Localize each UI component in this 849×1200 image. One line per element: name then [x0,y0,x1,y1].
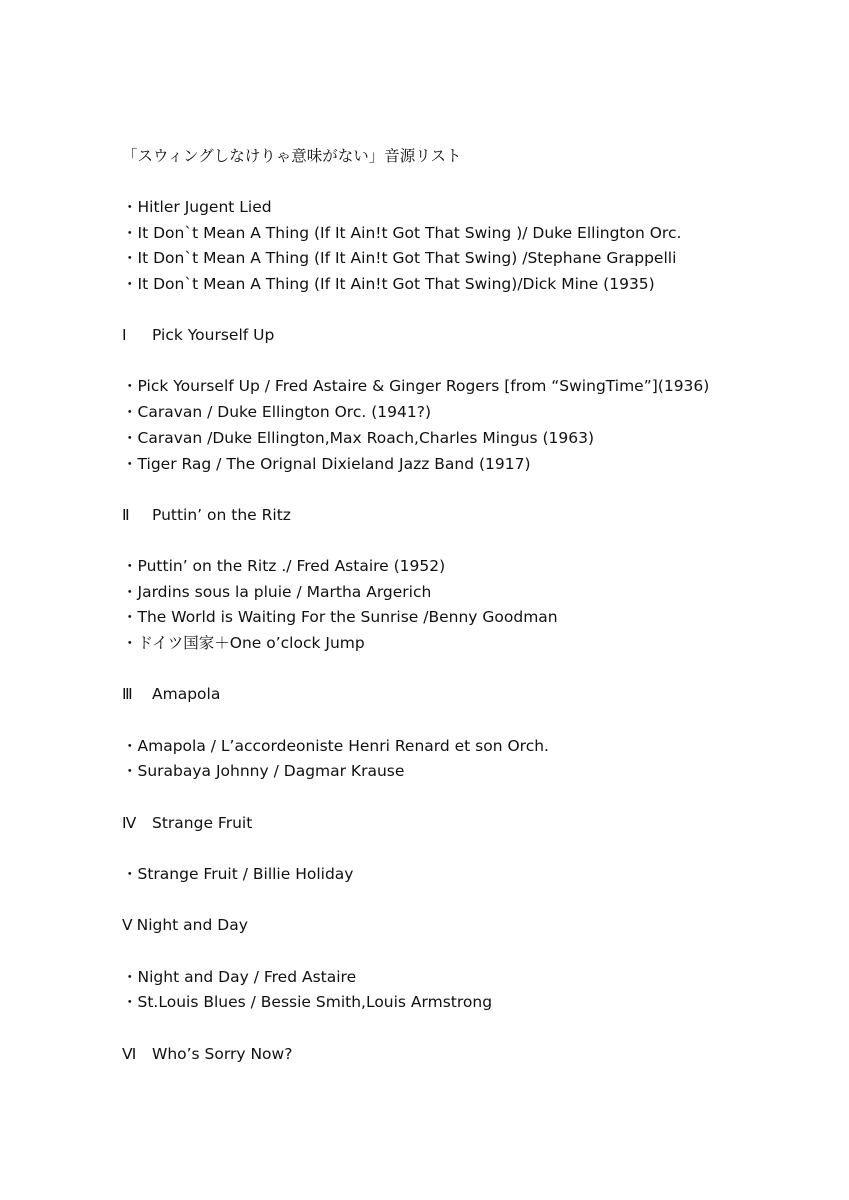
list-item [122,556,445,576]
section-heading [122,915,248,935]
bullet: ・ [122,608,138,626]
list-item [122,248,676,268]
bullet: ・ [122,455,138,473]
list-item [122,582,431,602]
list-item-text: Jardins sous la pluie / Martha Argerich [137,583,432,601]
section-heading [122,813,252,833]
bullet: ・ [122,993,138,1011]
section-title: Night and Day [136,916,248,934]
list-item-text: Pick Yourself Up / Fred Astaire & Ginger Rogers [from “SwingTime”](1936) [137,377,710,395]
bullet: ・ [122,198,138,216]
list-item-text: Tiger Rag / The Orignal Dixieland Jazz Band (1917) [137,455,531,473]
list-item [122,992,492,1012]
bullet: ・ [122,403,138,421]
section-title: Who’s Sorry Now? [152,1045,293,1063]
list-item [122,454,531,474]
list-item [122,736,549,756]
document-title: 「スウィングしなけりゃ意味がない」音源リスト [122,147,462,165]
section-heading [122,505,291,525]
list-item [122,761,404,781]
section-numeral: Ⅵ [122,1045,137,1063]
section-numeral: Ⅰ [122,326,127,344]
section-numeral: Ⅲ [122,685,133,703]
section-numeral: Ⅱ [122,506,130,524]
list-item [122,607,558,627]
bullet: ・ [122,968,138,986]
list-item-text: It Don`t Mean A Thing (If It Ain!t Got That Swing) /Stephane Grappelli [137,249,677,267]
list-item [122,967,356,987]
list-item [122,197,272,217]
list-item-text: It Don`t Mean A Thing (If It Ain!t Got That Swing)/Dick Mine (1935) [137,275,655,293]
section-title: Amapola [152,685,221,703]
bullet: ・ [122,224,138,242]
list-item-text: Amapola / L’accordeoniste Henri Renard et son Orch. [137,737,549,755]
bullet: ・ [122,865,138,883]
section-heading [122,325,274,345]
list-item-text: ドイツ国家＋One o’clock Jump [137,634,365,652]
bullet: ・ [122,737,138,755]
list-item-text: Caravan / Duke Ellington Orc. (1941?) [137,403,431,421]
list-item-text: Night and Day / Fred Astaire [137,968,357,986]
list-item [122,402,431,422]
section-numeral: Ⅳ [122,814,137,832]
bullet: ・ [122,634,138,652]
bullet: ・ [122,429,138,447]
section-heading [122,684,220,704]
list-item-text: It Don`t Mean A Thing (If It Ain!t Got That Swing )/ Duke Ellington Orc. [137,224,682,242]
list-item-text: Surabaya Johnny / Dagmar Krause [137,762,405,780]
bullet: ・ [122,762,138,780]
list-item-text: Hitler Jugent Lied [137,198,272,216]
bullet: ・ [122,583,138,601]
list-item-text: Puttin’ on the Ritz ./ Fred Astaire (1952) [137,557,446,575]
section-heading [122,1044,292,1064]
list-item [122,376,709,396]
list-item [122,428,594,448]
list-item [122,223,681,243]
section-title: Puttin’ on the Ritz [152,506,291,524]
section-numeral: Ⅴ [122,916,133,934]
section-title: Strange Fruit [152,814,253,832]
bullet: ・ [122,249,138,267]
list-item-text: Strange Fruit / Billie Holiday [137,865,354,883]
list-item-text: The World is Waiting For the Sunrise /Benny Goodman [137,608,558,626]
bullet: ・ [122,377,138,395]
list-item-text: St.Louis Blues / Bessie Smith,Louis Armstrong [137,993,493,1011]
bullet: ・ [122,557,138,575]
list-item [122,633,365,653]
bullet: ・ [122,275,138,293]
section-title: Pick Yourself Up [152,326,275,344]
list-item-text: Caravan /Duke Ellington,Max Roach,Charles Mingus (1963) [137,429,595,447]
list-item [122,864,353,884]
list-item [122,274,655,294]
